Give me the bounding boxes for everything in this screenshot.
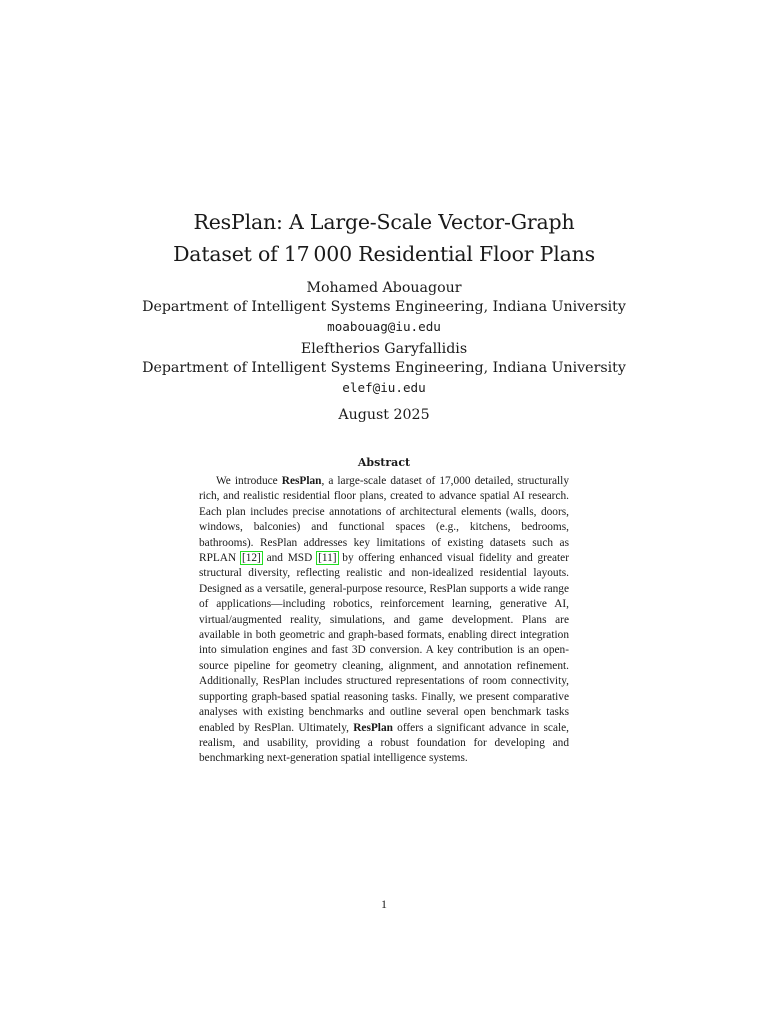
citation-link[interactable]: [12] [241,552,261,565]
page-number: 1 [381,897,387,911]
abstract-text: offers a significant advance in scale, realism, and usability, providing a robust foundation for developing and benchmarking next-generation spatial intelligence systems. [199,721,570,765]
abstract-text: and MSD [261,552,318,565]
abstract-body [199,474,569,767]
abstract-text: , a large-scale dataset of 17,000 detailed, structurally rich, and realistic residential floor plans, created to advance spatial AI research. Each plan includes precise annotations of architectural elements (walls, doors, windows, balconies) and functional spaces (e.g., kitchens, bedrooms, bathrooms). ResPlan addresses key limitations of existing datasets such as RPLAN [199,475,570,565]
citation-link[interactable]: [11] [318,552,337,565]
author-block-2 [0,340,768,397]
paper-title [0,206,768,270]
abstract-bold-term: ResPlan [353,721,393,734]
title-line-2: Dataset of 17 000 Residential Floor Plans [173,242,595,266]
abstract-bold-term: ResPlan [281,475,322,487]
abstract-text: We introduce [216,475,282,487]
author-affiliation: Department of Intelligent Systems Engineering, Indiana University [142,360,626,376]
title-line-1: ResPlan: A Large-Scale Vector-Graph [193,210,575,234]
author-affiliation: Department of Intelligent Systems Engineering, Indiana University [142,299,626,315]
author-name: Mohamed Abouagour [306,280,462,296]
publication-date: August 2025 [338,407,430,423]
author-block-1 [0,279,768,336]
abstract-heading: Abstract [357,456,411,469]
author-name: Eleftherios Garyfallidis [300,341,468,357]
author-email: elef@iu.edu [342,380,426,395]
abstract-text: by offering enhanced visual fidelity and greater structural diversity, reflecting realistic and non-idealized residential layouts. Designed as a versatile, general-purpose resource, ResPlan supports a wide range of applications—including robotics, reinforcement learning, generative AI, virtual/augmented reality, simulations, and game development. Plans are available in both geometric and graph-based formats, enabling direct integration into simulation engines and fast 3D conversion. A key contribution is an open-source pipeline for geometry cleaning, alignment, and annotation refinement. Additionally, ResPlan includes structured representations of room connectivity, supporting graph-based spatial reasoning tasks. Finally, we present comparative analyses with existing benchmarks and outline several open benchmark tasks enabled by ResPlan. Ultimately, [199,552,569,734]
author-email: moabouag@iu.edu [327,319,441,334]
